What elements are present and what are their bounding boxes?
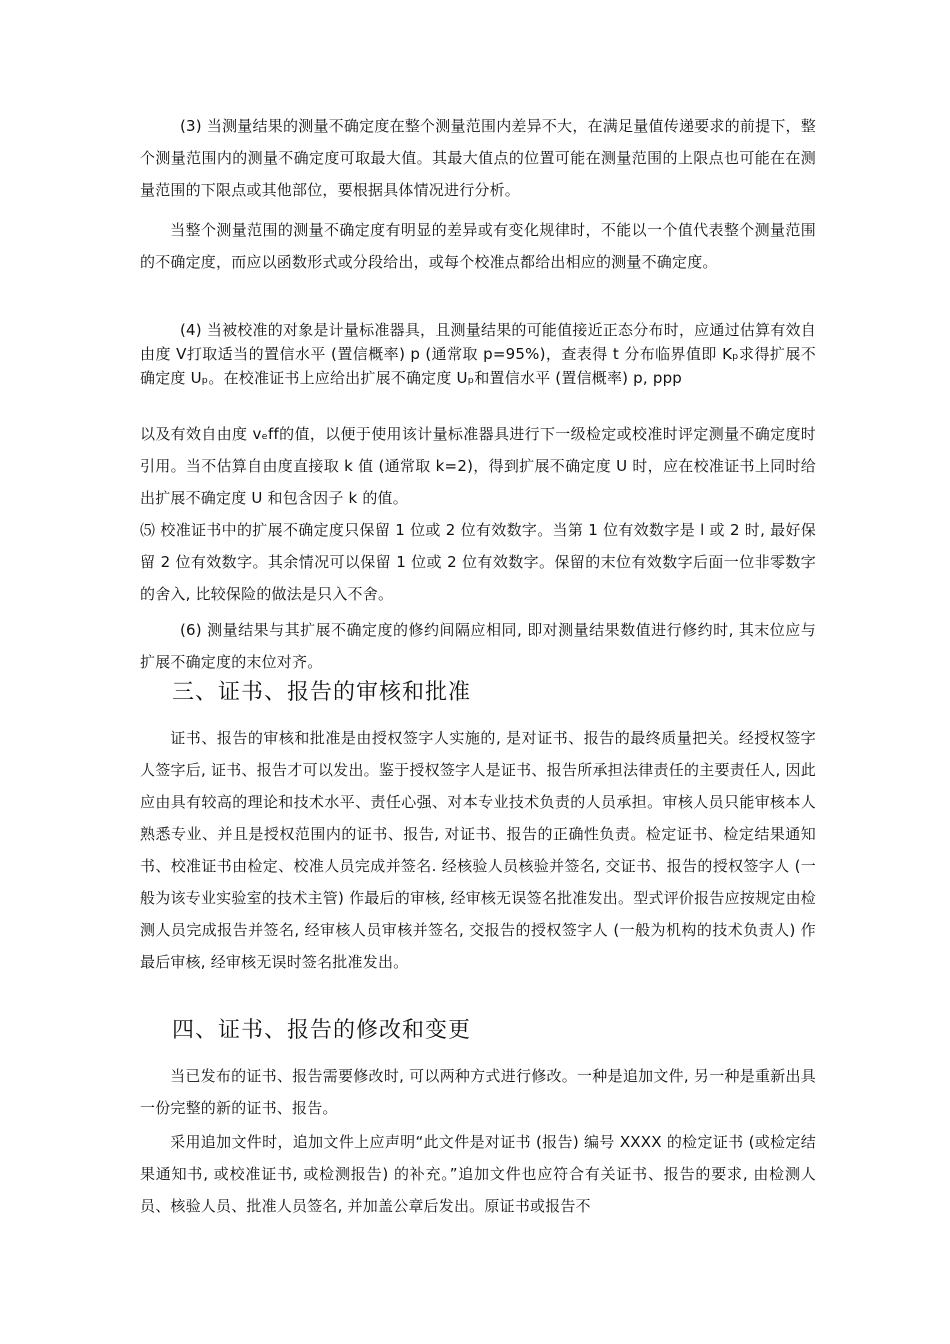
section-3-body: 证书、报告的审核和批准是由授权签字人实施的, 是对证书、报告的最终质量把关。经授权签字人签字后, 证书、报告才可以发出。鉴于授权签字人是证书、报告所承担法律责任的主要责任人, 因此应由具有较高的理论和技术水平、责任心强、对本专业技术负责的人员承担。审核人员只能审核本人熟悉专业、并且是授权范围内的证书、报告, 对证书、报告的正确性负责。检定证书、检定结果通知书、校准证书由检定、校准人员完成并签名. 经核验人员核验并签名, 交证书、报告的授权签字人 (一般为该专业实验室的技术主管) 作最后的审核, 经审核无误签名批准发出。型式评价报告应按规定由检测人员完成报告并签名, 经审核人员审核并签名, 交报告的授权签字人 (一般为机构的技术负责人) 作最后审核, 经审核无误时签名批准发出。: [140, 729, 816, 971]
paragraph-3: (3) 当测量结果的测量不确定度在整个测量范围内差异不大，在满足量值传递要求的前提下，整个测量范围内的测量不确定度可取最大值。其最大值点的位置可能在测量范围的上限点也可能在在测量范围的下限点或其他部位，要根据具体情况进行分析。: [140, 117, 816, 199]
section-4-body-2: 采用追加文件时，追加文件上应声明“此文件是对证书 (报告) 编号 XXXX 的检定证书 (或检定结果通知书, 或校准证书, 或检测报告) 的补充。”追加文件也应符合有关证书、报告的要求, 由检测人员、核验人员、批准人员签名, 并加盖公章后发出。原证书或报告不: [140, 1133, 816, 1215]
section-3-heading: 三、证书、报告的审核和批准: [172, 680, 472, 705]
paragraph-5: ⑸ 校准证书中的扩展不确定度只保留 1 位或 2 位有效数字。当第 1 位有效数字是 l 或 2 时, 最好保留 2 位有效数字。其余情况可以保留 1 位或 2 位有效数字。保留的末位有效数字后面一位非零数字的舍入, 比较保险的做法是只入不舍。: [140, 521, 816, 603]
paragraph-4: (4) 当被校准的对象是计量标准器具，且测量结果的可能值接近正态分布时，应通过估算有效自由度 V打取适当的置信水平 (置信概率) p (通常取 p=95%)，查表得 t 分布临界值即 Kₚ求得扩展不确定度 Uₚ。在校准证书上应给出扩展不确定度 Uₚ和置信水平 (置信概率) p, ppp: [140, 321, 816, 387]
section-4-heading: 四、证书、报告的修改和变更: [172, 1018, 472, 1043]
section-4-body-1: 当已发布的证书、报告需要修改时, 可以两种方式进行修改。一种是追加文件, 另一种是重新出具一份完整的新的证书、报告。: [140, 1067, 816, 1117]
paragraph-6: (6) 测量结果与其扩展不确定度的修约间隔应相同, 即对测量结果数值进行修约时, 其末位应与扩展不确定度的末位对齐。: [140, 621, 816, 671]
paragraph-4-continued: 以及有效自由度 vₑff的值，以便于使用该计量标准器具进行下一级检定或校准时评定测量不确定度时引用。当不估算自由度直接取 k 值 (通常取 k=2)，得到扩展不确定度 U 时，应在校准证书上同时给出扩展不确定度 U 和包含因子 k 的值。: [140, 425, 816, 507]
paragraph-3-continued: 当整个测量范围的测量不确定度有明显的差异或有变化规律时，不能以一个值代表整个测量范围的不确定度，而应以函数形式或分段给出，或每个校准点都给出相应的测量不确定度。: [140, 221, 816, 271]
